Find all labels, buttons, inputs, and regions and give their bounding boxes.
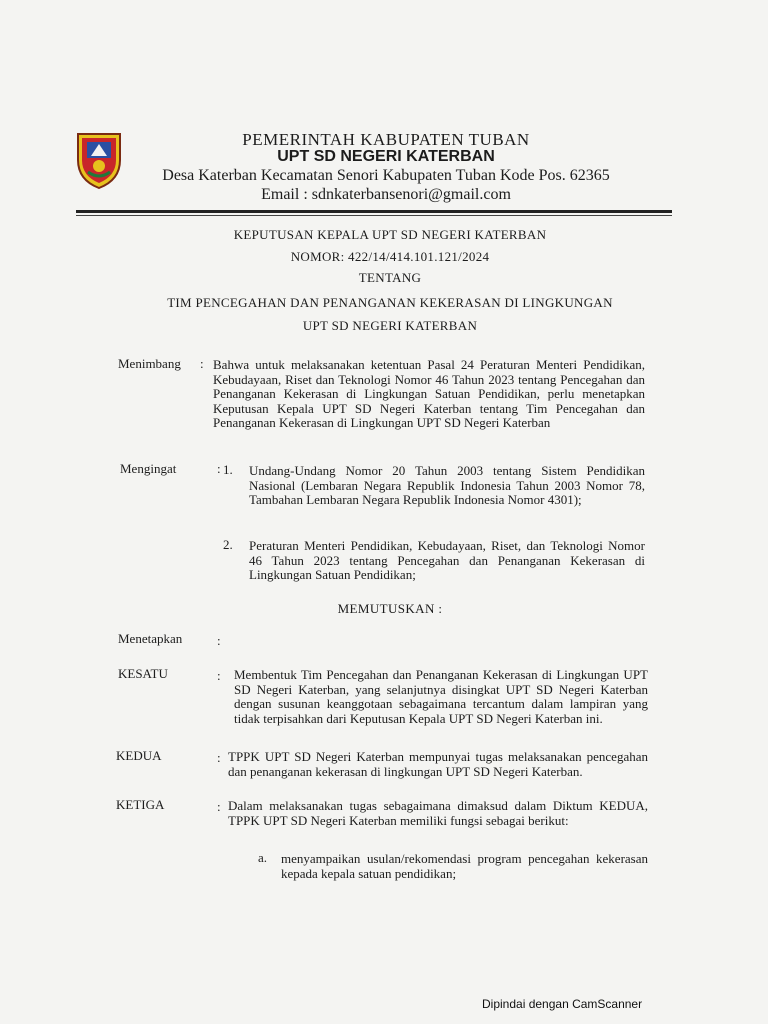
letterhead-divider-thick: [76, 210, 672, 213]
decree-about: TENTANG: [358, 270, 422, 285]
ketiga-label: KETIGA: [116, 797, 165, 812]
kesatu-text: Membentuk Tim Pencegahan dan Penanganan Kekerasan di Lingkungan UPT SD Negeri Katerban, yang selanjutnya disingkat UPT SD Negeri Katerban dengan susunan keanggotaan sebagaimana tercantum dalam lampiran yang tidak terpisahkan dari Keputusan Kepala UPT SD Negeri Katerban ini.: [234, 667, 648, 726]
kedua-label: KEDUA: [116, 748, 162, 763]
mengingat-item-number: 1.: [223, 462, 233, 477]
menimbang-colon: :: [200, 356, 204, 371]
letterhead-government: PEMERINTAH KABUPATEN TUBAN: [242, 130, 530, 149]
menetapkan-colon: :: [217, 633, 221, 648]
ketiga-text: Dalam melaksanakan tugas sebagaimana dimaksud dalam Diktum KEDUA, TPPK UPT SD Negeri Katerban memiliki fungsi sebagai berikut:: [228, 798, 648, 828]
decree-number: NOMOR: 422/14/414.101.121/2024: [290, 249, 490, 264]
kesatu-label: KESATU: [118, 666, 168, 681]
decree-subject-line2: UPT SD NEGERI KATERBAN: [302, 318, 478, 333]
letterhead-email: Email : sdnkaterbansenori@gmail.com: [261, 186, 511, 203]
letterhead-address: Desa Katerban Kecamatan Senori Kabupaten Tuban Kode Pos. 62365: [162, 167, 610, 184]
kedua-text: TPPK UPT SD Negeri Katerban mempunyai tugas melaksanakan pencegahan dan penanganan kekerasan di lingkungan UPT SD Negeri Katerban.: [228, 749, 648, 779]
kedua-colon: :: [217, 750, 221, 765]
letterhead-divider-thin: [76, 215, 672, 216]
menimbang-label: Menimbang: [118, 356, 181, 371]
ketiga-item-text: menyampaikan usulan/rekomendasi program pencegahan kekerasan kepada kepala satuan pendidikan;: [281, 851, 648, 881]
kesatu-colon: :: [217, 668, 221, 683]
ketiga-item-letter: a.: [258, 850, 268, 865]
ketiga-colon: :: [217, 799, 221, 814]
memutuskan-heading: MEMUTUSKAN :: [337, 601, 443, 616]
mengingat-item-text: Undang-Undang Nomor 20 Tahun 2003 tentang Sistem Pendidikan Nasional (Lembaran Negara Republik Indonesia Tahun 2003 Nomor 78, Tambahan Lembaran Negara Republik Indonesia Nomor 4301);: [249, 463, 645, 507]
mengingat-item-text: Peraturan Menteri Pendidikan, Kebudayaan, Riset, dan Teknologi Nomor 46 Tahun 2023 tentang Pencegahan dan Penanganan Kekerasan di Lingkungan Satuan Pendidikan;: [249, 538, 645, 582]
mengingat-label: Mengingat: [120, 461, 177, 476]
menimbang-text: Bahwa untuk melaksanakan ketentuan Pasal 24 Peraturan Menteri Pendidikan, Kebudayaan, Riset dan Teknologi Nomor 46 Tahun 2023 tentang Pencegahan dan Penanganan Kekerasan di Lingkungan Satuan Pendidikan, perlu menetapkan Keputusan Kepala UPT SD Negeri Katerban tentang Tim Pencegahan dan Penanganan Kekerasan di Lingkungan UPT SD Negeri Katerban: [213, 357, 645, 430]
kabupaten-tuban-crest-icon: [74, 130, 124, 190]
mengingat-item-number: 2.: [223, 537, 233, 552]
mengingat-colon: :: [217, 461, 221, 476]
decree-title: KEPUTUSAN KEPALA UPT SD NEGERI KATERBAN: [233, 227, 547, 242]
menetapkan-label: Menetapkan: [118, 631, 183, 646]
camscanner-watermark: Dipindai dengan CamScanner: [482, 997, 643, 1011]
decree-subject-line1: TIM PENCEGAHAN DAN PENANGANAN KEKERASAN DI LINGKUNGAN: [167, 295, 613, 310]
letterhead-school-name: UPT SD NEGERI KATERBAN: [277, 148, 495, 165]
